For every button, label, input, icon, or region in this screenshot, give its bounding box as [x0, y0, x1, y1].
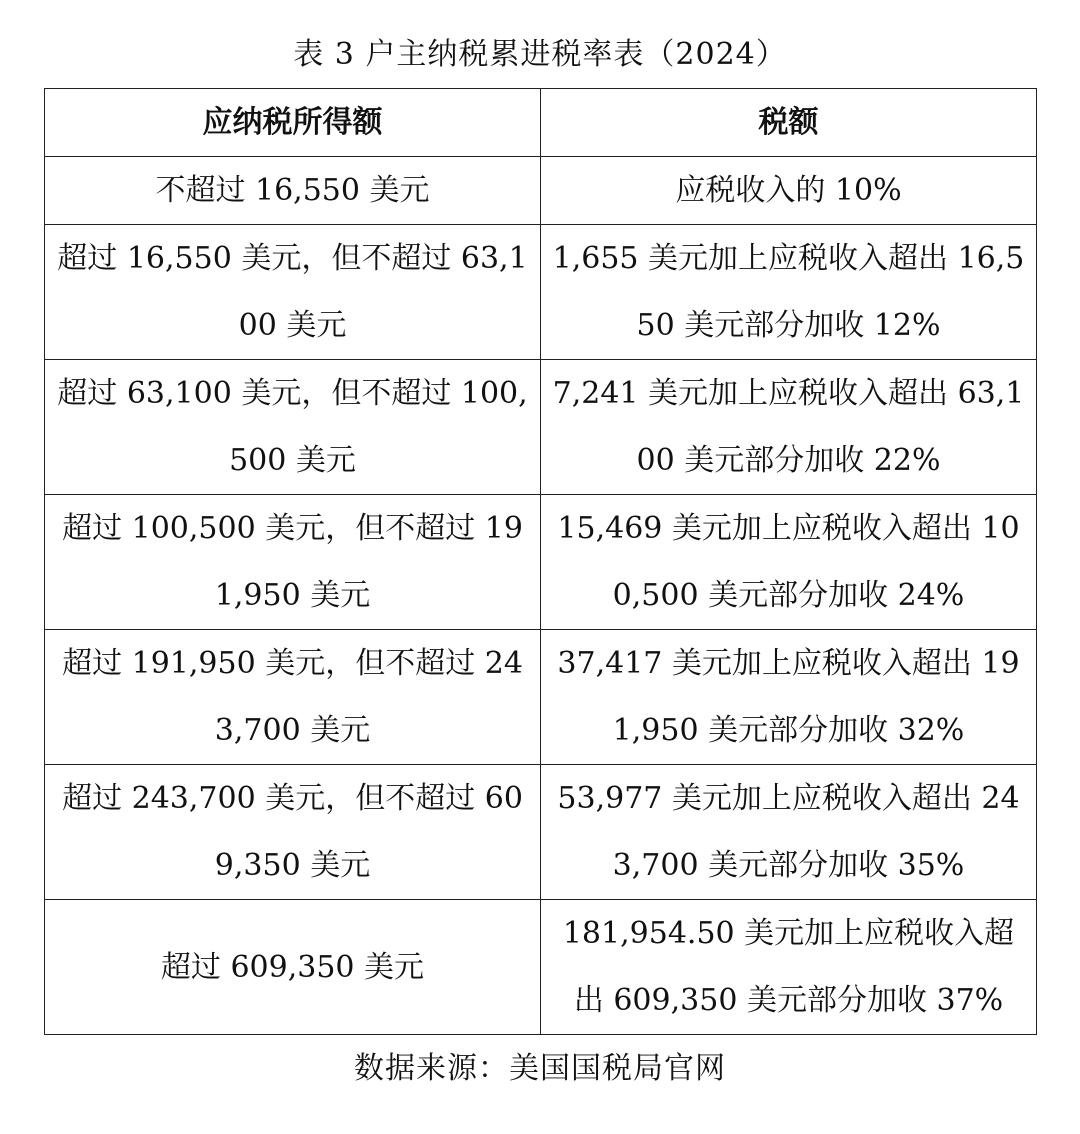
tax-amount-cell: 应税收入的 10%	[541, 157, 1037, 225]
table-header-row	[45, 89, 1037, 157]
tax-amount-cell: 53,977 美元加上应税收入超出 243,700 美元部分加收 35%	[541, 765, 1037, 900]
table-row	[45, 900, 1037, 1035]
income-bracket-cell: 超过 100,500 美元，但不超过 191,950 美元	[45, 495, 541, 630]
table-title: 表 3 户主纳税累进税率表（2024）	[293, 37, 787, 72]
header-tax-amount: 税额	[541, 89, 1037, 157]
tax-amount-cell: 7,241 美元加上应税收入超出 63,100 美元部分加收 22%	[541, 360, 1037, 495]
table-row	[45, 495, 1037, 630]
table-row	[45, 765, 1037, 900]
data-source-note: 数据来源：美国国税局官网	[354, 1051, 726, 1086]
income-bracket-cell: 超过 191,950 美元，但不超过 243,700 美元	[45, 630, 541, 765]
table-row	[45, 225, 1037, 360]
income-bracket-cell: 超过 609,350 美元	[45, 900, 541, 1035]
income-bracket-cell: 不超过 16,550 美元	[45, 157, 541, 225]
table-row	[45, 360, 1037, 495]
tax-amount-cell: 1,655 美元加上应税收入超出 16,550 美元部分加收 12%	[541, 225, 1037, 360]
tax-amount-cell: 181,954.50 美元加上应税收入超出 609,350 美元部分加收 37%	[541, 900, 1037, 1035]
header-taxable-income: 应纳税所得额	[45, 89, 541, 157]
income-bracket-cell: 超过 243,700 美元，但不超过 609,350 美元	[45, 765, 541, 900]
income-bracket-cell: 超过 16,550 美元，但不超过 63,100 美元	[45, 225, 541, 360]
table-row	[45, 157, 1037, 225]
tax-rate-table	[44, 88, 1037, 1035]
tax-amount-cell: 15,469 美元加上应税收入超出 100,500 美元部分加收 24%	[541, 495, 1037, 630]
tax-amount-cell: 37,417 美元加上应税收入超出 191,950 美元部分加收 32%	[541, 630, 1037, 765]
income-bracket-cell: 超过 63,100 美元，但不超过 100,500 美元	[45, 360, 541, 495]
table-row	[45, 630, 1037, 765]
